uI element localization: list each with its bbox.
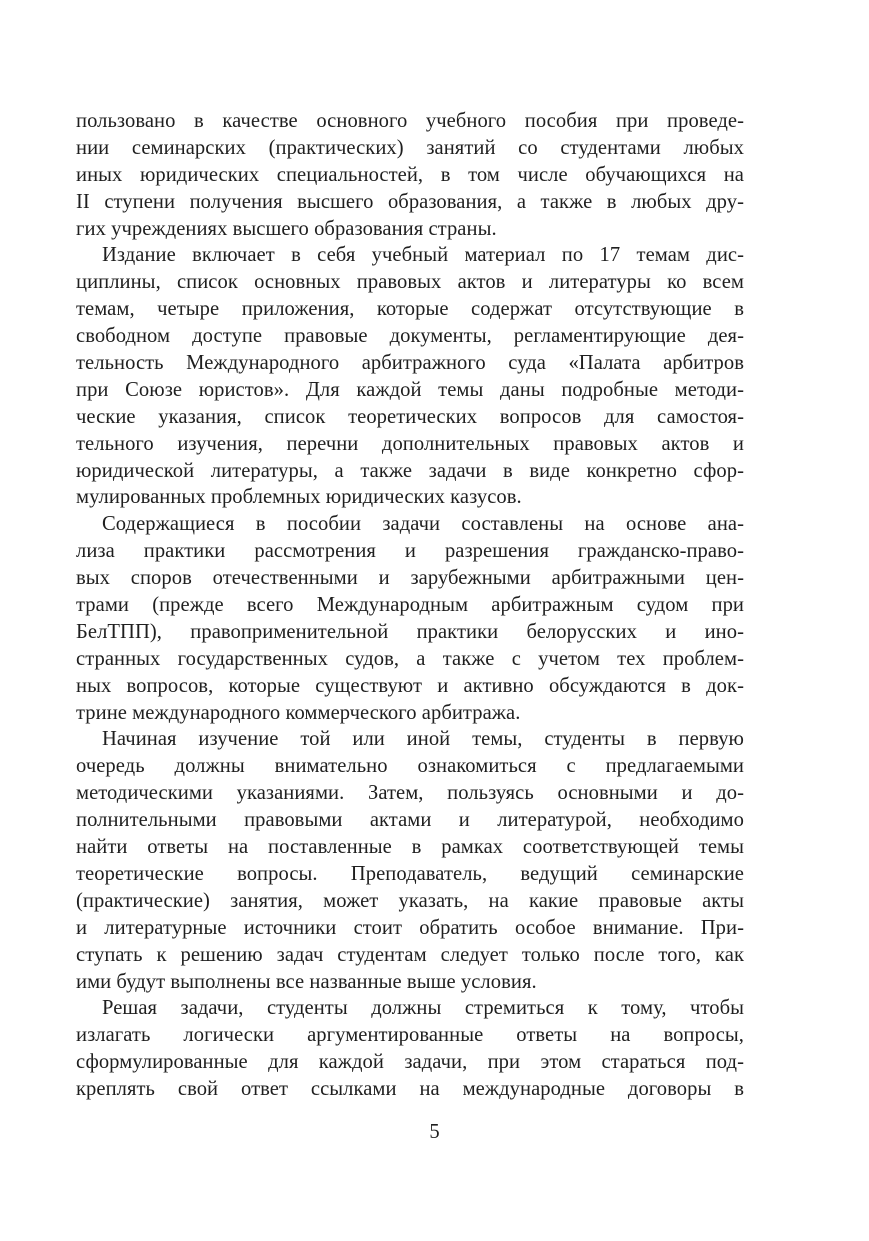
text-line: очередь должны внимательно ознакомиться с предлагаемыми xyxy=(76,755,744,778)
text-line: (практические) занятия, может указать, на какие правовые акты xyxy=(76,889,744,912)
paragraph-4 xyxy=(76,726,744,995)
page-number: 5 xyxy=(429,1121,440,1143)
text-line: циплины, список основных правовых актов и литературы ко всем xyxy=(76,271,744,294)
text-line: теоретические вопросы. Преподаватель, ведущий семинарские xyxy=(76,862,744,885)
text-line: мулированных проблемных юридических казусов. xyxy=(76,486,522,509)
paragraph-2 xyxy=(76,242,744,511)
paragraph-1 xyxy=(76,108,744,242)
text-line: методическими указаниями. Затем, пользуясь основными и до- xyxy=(76,782,744,805)
page-body xyxy=(76,108,744,1103)
text-line: темам, четыре приложения, которые содержат отсутствующие в xyxy=(76,298,744,321)
paragraph-3 xyxy=(76,511,744,726)
text-line: свободном доступе правовые документы, регламентирующие дея- xyxy=(76,325,744,348)
text-line: лиза практики рассмотрения и разрешения гражданско-право- xyxy=(76,540,744,563)
text-line: юридической литературы, а также задачи в виде конкретно сфор- xyxy=(76,459,744,482)
text-line: странных государственных судов, а также с учетом тех проблем- xyxy=(76,647,744,670)
text-line: креплять свой ответ ссылками на международные договоры в xyxy=(76,1078,744,1101)
text-line: гих учреждениях высшего образования страны. xyxy=(76,217,497,240)
text-line: ческие указания, список теоретических вопросов для самостоя- xyxy=(76,405,744,428)
text-line: Решая задачи, студенты должны стремиться к тому, чтобы xyxy=(102,997,744,1020)
text-line: тельность Международного арбитражного суда «Палата арбитров xyxy=(76,352,744,375)
text-line: иных юридических специальностей, в том числе обучающихся на xyxy=(76,163,744,186)
text-line: БелТПП), правоприменительной практики белорусских и ино- xyxy=(76,620,744,643)
paragraph-5 xyxy=(76,995,744,1103)
text-line: вых споров отечественными и зарубежными арбитражными цен- xyxy=(76,567,744,590)
text-line: и литературные источники стоит обратить особое внимание. При- xyxy=(76,916,744,939)
text-line: Издание включает в себя учебный материал по 17 темам дис- xyxy=(102,244,744,267)
text-line: полнительными правовыми актами и литературой, необходимо xyxy=(76,809,744,832)
text-line: трами (прежде всего Международным арбитражным судом при xyxy=(76,594,744,617)
text-line: ими будут выполнены все названные выше условия. xyxy=(76,970,537,993)
text-line: ступать к решению задач студентам следует только после того, как xyxy=(76,943,744,966)
text-line: найти ответы на поставленные в рамках соответствующей темы xyxy=(76,836,744,859)
text-line: пользовано в качестве основного учебного пособия при проведе- xyxy=(76,110,744,132)
text-line: при Союзе юристов». Для каждой темы даны подробные методи- xyxy=(76,378,744,401)
text-line: тельного изучения, перечни дополнительных правовых актов и xyxy=(76,432,744,455)
text-line: Содержащиеся в пособии задачи составлены на основе ана- xyxy=(102,513,744,536)
text-line: Начиная изучение той или иной темы, студенты в первую xyxy=(102,728,744,751)
text-line: сформулированные для каждой задачи, при этом стараться под- xyxy=(76,1051,744,1074)
text-line: II ступени получения высшего образования, а также в любых дру- xyxy=(76,190,744,213)
text-line: излагать логически аргументированные ответы на вопросы, xyxy=(76,1024,744,1047)
text-line: трине международного коммерческого арбитража. xyxy=(76,701,521,724)
text-line: ных вопросов, которые существуют и активно обсуждаются в док- xyxy=(76,674,744,697)
text-line: нии семинарских (практических) занятий со студентами любых xyxy=(76,136,744,159)
